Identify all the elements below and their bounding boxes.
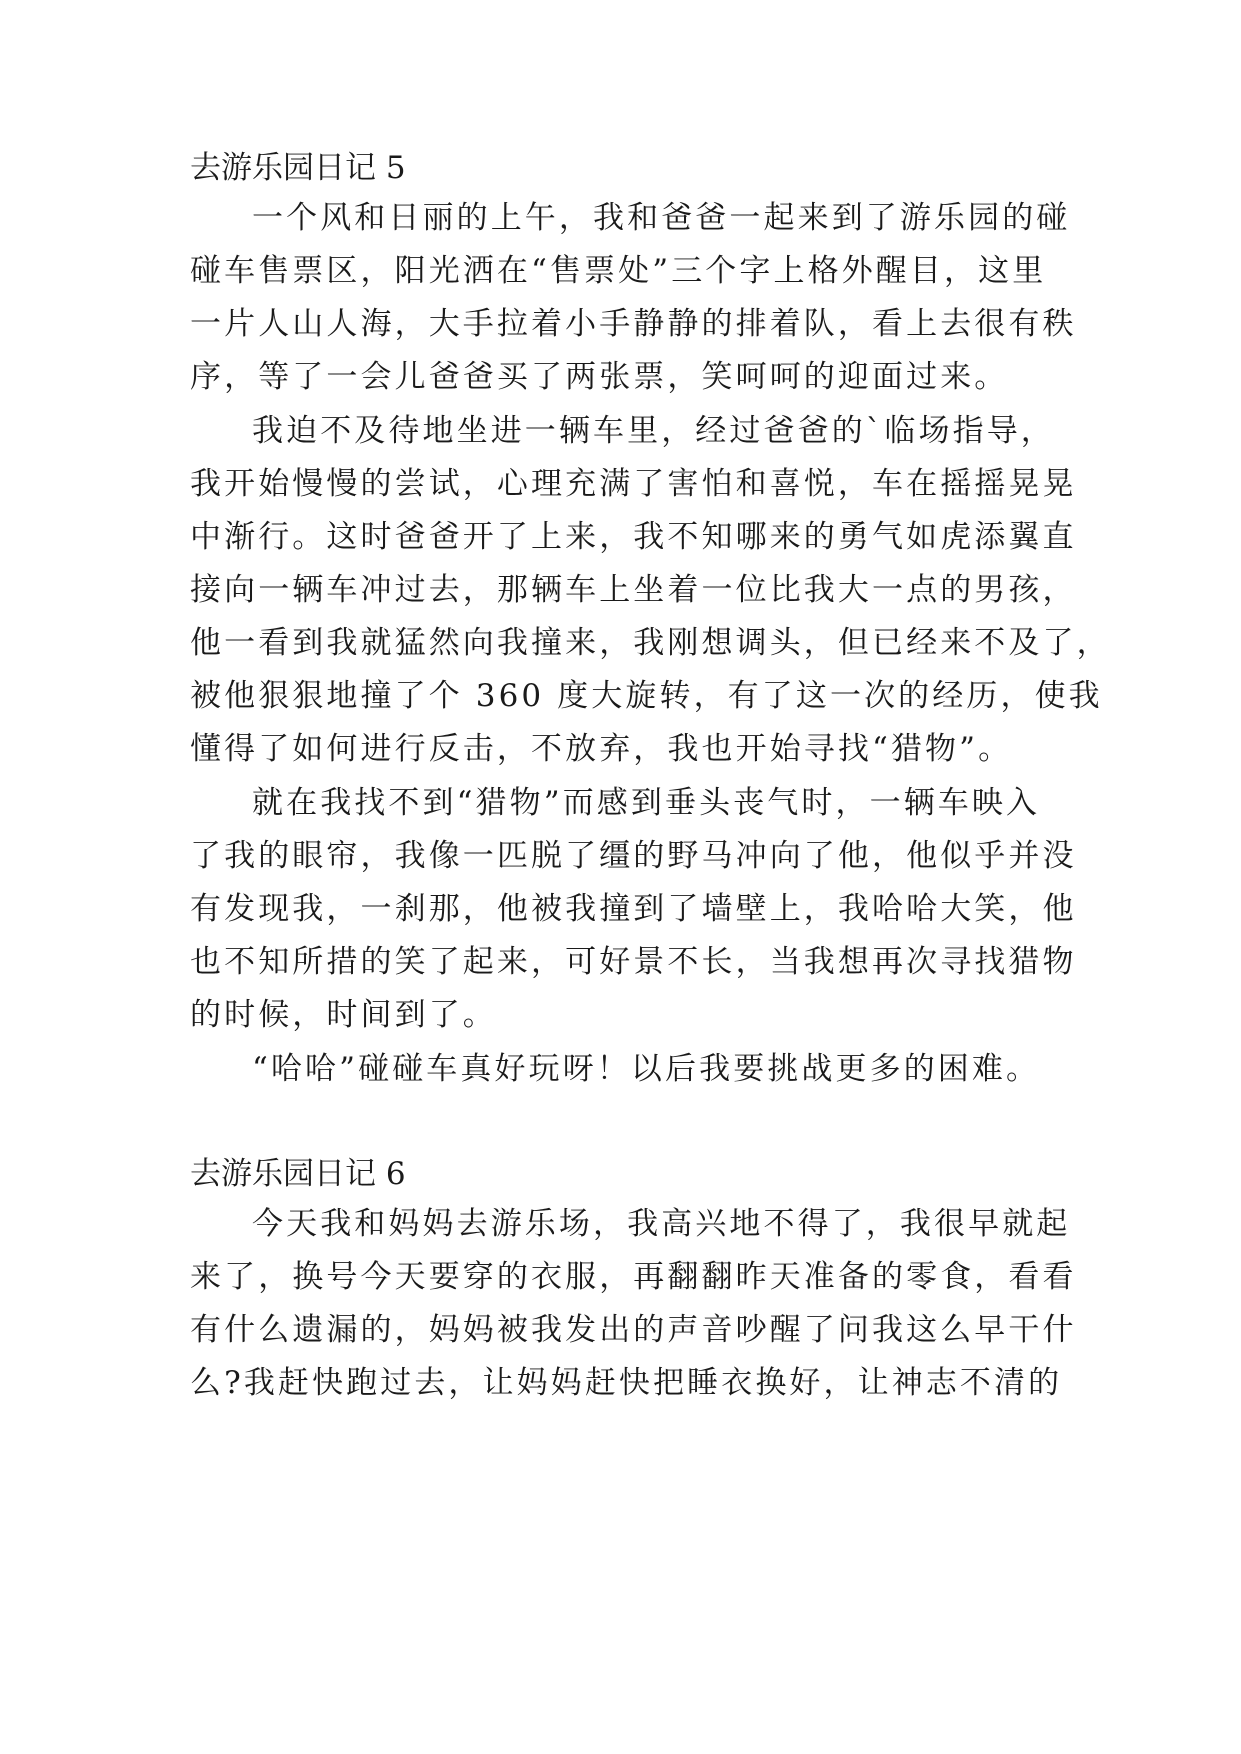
section-title: 去游乐园日记 5 <box>190 150 406 186</box>
text-line: 来了，换号今天要穿的衣服，再翻翻昨天准备的零食，看看 <box>190 1259 1077 1295</box>
text-line: 么?我赶快跑过去，让妈妈赶快把睡衣换好，让神志不清的 <box>190 1365 1063 1401</box>
text-line: 懂得了如何进行反击，不放弃，我也开始寻找“猎物”。 <box>190 731 1013 767</box>
text-line: 中渐行。这时爸爸开了上来，我不知哪来的勇气如虎添翼直 <box>190 519 1077 555</box>
text-line: 接向一辆车冲过去，那辆车上坐着一位比我大一点的男孩， <box>190 572 1077 608</box>
text-line: 我开始慢慢的尝试，心理充满了害怕和喜悦，车在摇摇晃晃 <box>190 466 1077 502</box>
text-line: 也不知所措的笑了起来，可好景不长，当我想再次寻找猎物 <box>190 944 1077 980</box>
text-line: 被他狠狠地撞了个 360 度大旋转，有了这一次的经历，使我 <box>190 678 1103 714</box>
text-line: 我迫不及待地坐进一辆车里，经过爸爸的`临场指导， <box>252 413 1055 449</box>
section-title: 去游乐园日记 6 <box>190 1156 406 1192</box>
text-line: 今天我和妈妈去游乐场，我高兴地不得了，我很早就起 <box>252 1206 1071 1242</box>
text-line: “哈哈”碰碰车真好玩呀！以后我要挑战更多的困难。 <box>252 1051 1041 1087</box>
text-line: 序，等了一会儿爸爸买了两张票，笑呵呵的迎面过来。 <box>190 359 1009 395</box>
text-line: 的时候，时间到了。 <box>190 997 497 1033</box>
text-line: 碰车售票区，阳光洒在“售票处”三个字上格外醒目，这里 <box>190 253 1047 289</box>
text-line: 一个风和日丽的上午，我和爸爸一起来到了游乐园的碰 <box>252 200 1071 236</box>
text-line: 有发现我，一刹那，他被我撞到了墙壁上，我哈哈大笑，他 <box>190 891 1077 927</box>
text-line: 一片人山人海，大手拉着小手静静的排着队，看上去很有秩 <box>190 306 1077 342</box>
text-line: 他一看到我就猛然向我撞来，我刚想调头，但已经来不及了， <box>190 625 1111 661</box>
text-line: 有什么遗漏的，妈妈被我发出的声音吵醒了问我这么早干什 <box>190 1312 1077 1348</box>
text-line: 就在我找不到“猎物”而感到垂头丧气时，一辆车映入 <box>252 785 1041 821</box>
text-line: 了我的眼帘，我像一匹脱了缰的野马冲向了他，他似乎并没 <box>190 838 1077 874</box>
